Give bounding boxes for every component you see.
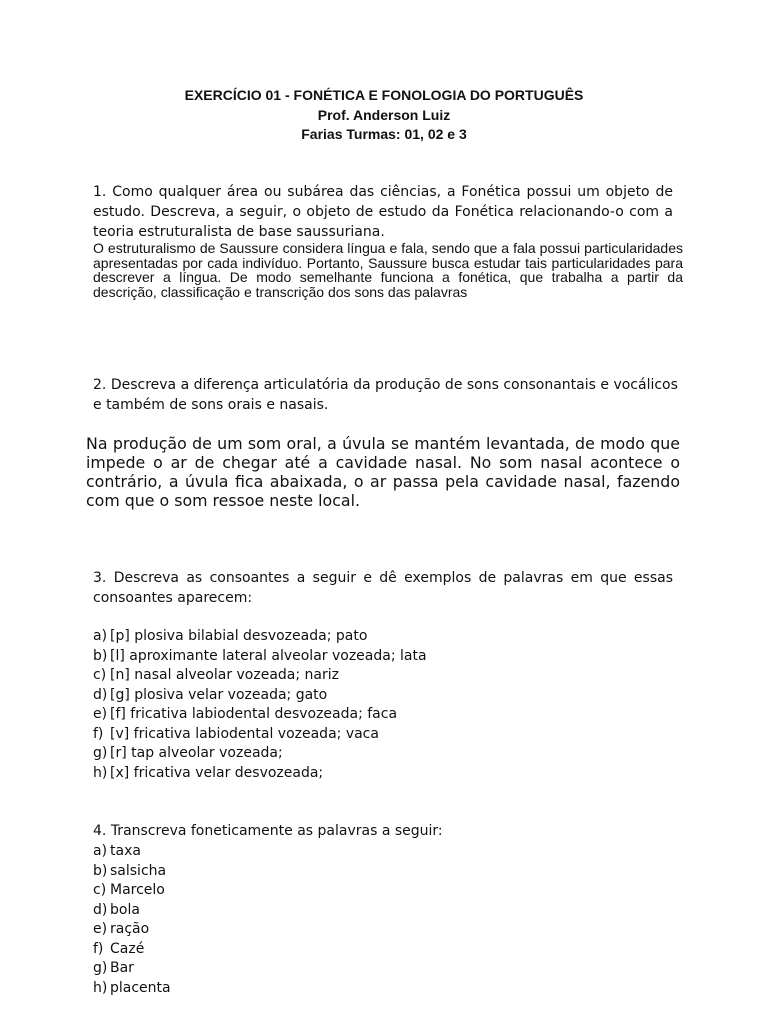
list-item: g) [r] tap alveolar vozeada; xyxy=(93,745,283,761)
question-2 xyxy=(93,376,683,415)
list-item: e) ração xyxy=(93,921,150,937)
list-item: b) [l] aproximante lateral alveolar vozeada; lata xyxy=(93,647,427,664)
list-item: c) Marcelo xyxy=(93,882,165,898)
list-item: a) taxa xyxy=(93,843,141,859)
question-2-number: 2. xyxy=(93,377,107,393)
list-item: c) [n] nasal alveolar vozeada; nariz xyxy=(93,667,339,683)
document-header xyxy=(0,86,768,145)
question-3-text: Descreva as consoantes a seguir e dê exemplos de palavras em que essas consoantes aparecem: xyxy=(93,570,673,606)
answer-1: O estruturalismo de Saussure considera língua e fala, sendo que a fala possui particularidades apresentadas por cada indivíduo. Portanto, Saussure busca estudar tais particularidades para descrever a língua. De modo semelhante funciona a fonética, que trabalha a partir da descrição, classificação e transcrição dos sons das palavras xyxy=(93,240,683,301)
question-2-text: Descreva a diferença articulatória da produção de sons consonantais e vocálicos e também de sons orais e nasais. xyxy=(93,377,678,413)
question-1 xyxy=(93,182,673,242)
question-4 xyxy=(93,822,683,842)
classes-line: Farias Turmas: 01, 02 e 3 xyxy=(301,126,467,142)
question-1-text: Como qualquer área ou subárea das ciências, a Fonética possui um objeto de estudo. Descreva, a seguir, o objeto de estudo da Fonética relacionando-o com a teoria estruturalista de base saussuriana. xyxy=(93,184,673,240)
list-item: h) placenta xyxy=(93,979,171,996)
answer-2: Na produção de um som oral, a úvula se mantém levantada, de modo que impede o ar de chegar até a cavidade nasal. No som nasal acontece o contrário, a úvula fica abaixada, o ar passa pela cavidade nasal, fazendo com que o som ressoe neste local. xyxy=(86,434,680,510)
list-item: h) [x] fricativa velar desvozeada; xyxy=(93,764,324,781)
list-item: b) salsicha xyxy=(93,862,167,879)
question-4-text: Transcreva foneticamente as palavras a seguir: xyxy=(110,823,443,839)
author-line: Prof. Anderson Luiz xyxy=(317,106,451,123)
question-3-number: 3. xyxy=(93,570,107,586)
question-3-list xyxy=(93,627,427,783)
list-item: f) [v] fricativa labiodental vozeada; vaca xyxy=(93,725,379,742)
list-item: e) [f] fricativa labiodental desvozeada; faca xyxy=(93,706,398,722)
list-item: a) [p] plosiva bilabial desvozeada; pato xyxy=(93,628,368,644)
list-item: f) Cazé xyxy=(93,940,145,957)
list-item: d) [g] plosiva velar vozeada; gato xyxy=(93,686,328,703)
question-3 xyxy=(93,569,673,608)
question-1-number: 1. xyxy=(93,184,107,200)
question-4-number: 4. xyxy=(93,823,107,839)
list-item: g) Bar xyxy=(93,960,134,976)
document-title: EXERCÍCIO 01 - FONÉTICA E FONOLOGIA DO PORTUGUÊS xyxy=(184,87,584,103)
list-item: d) bola xyxy=(93,901,140,918)
question-4-list xyxy=(93,842,171,998)
